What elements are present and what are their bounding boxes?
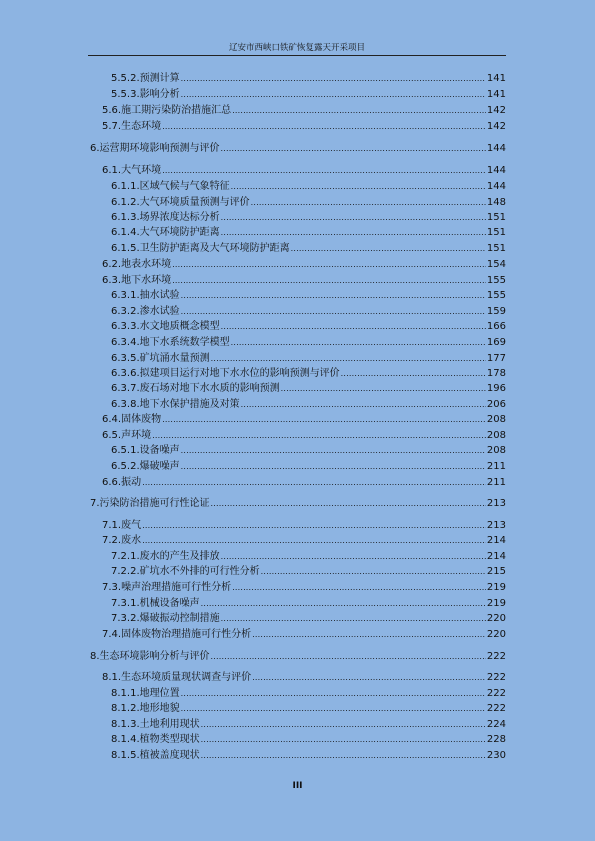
toc-entry[interactable] — [111, 749, 506, 763]
toc-entry[interactable] — [102, 671, 506, 685]
toc-leader-dots — [341, 367, 486, 381]
toc-entry-title: 植被盖度现状 — [139, 750, 200, 761]
toc-leader-dots — [162, 413, 486, 427]
toc-entry-title: 区域气候与气象特征 — [139, 181, 230, 192]
toc-leader-dots — [172, 274, 486, 288]
toc-entry-page: 148 — [486, 197, 506, 208]
toc-entry[interactable] — [111, 88, 506, 102]
toc-entry-page: 208 — [486, 414, 506, 425]
toc-entry-page: 228 — [486, 734, 506, 745]
toc-entry-page: 155 — [486, 275, 506, 286]
toc-entry-title: 影响分析 — [139, 89, 180, 100]
toc-entry-page: 208 — [486, 430, 506, 441]
toc-entry-page: 220 — [486, 629, 506, 640]
toc-entry-title: 卫生防护距离及大气环境防护距离 — [139, 243, 290, 254]
toc-entry-page: 211 — [486, 461, 506, 472]
toc-entry[interactable] — [102, 258, 506, 272]
toc-entry-title: 植物类型现状 — [139, 734, 200, 745]
toc-leader-dots — [181, 289, 486, 303]
toc-entry-number: 6.1.3. — [111, 212, 140, 223]
toc-leader-dots — [241, 398, 486, 412]
toc-leader-dots — [142, 476, 486, 490]
toc-entry-page: 178 — [486, 368, 506, 379]
toc-leader-dots — [221, 226, 486, 240]
toc-entry-number: 6.2. — [102, 259, 122, 270]
toc-entry[interactable] — [111, 211, 506, 225]
toc-entry-page: 230 — [486, 750, 506, 761]
toc-entry-page: 213 — [486, 498, 506, 509]
toc-entry[interactable] — [102, 104, 506, 118]
toc-entry-page: 159 — [486, 306, 506, 317]
toc-entry-number: 5.6. — [102, 105, 122, 116]
toc-entry[interactable] — [111, 196, 506, 210]
toc-entry-title: 大气环境质量预测与评价 — [139, 197, 250, 208]
toc-entry[interactable] — [111, 733, 506, 747]
toc-entry-title: 运营期环境影响预测与评价 — [99, 143, 220, 154]
toc-leader-dots — [281, 382, 486, 396]
toc-entry[interactable] — [111, 718, 506, 732]
toc-entry-title: 声环境 — [121, 430, 152, 441]
toc-entry-number: 7.4. — [102, 629, 122, 640]
toc-entry-title: 废石场对地下水水质的影响预测 — [139, 383, 280, 394]
toc-entry-number: 6.6. — [102, 477, 122, 488]
toc-leader-dots — [221, 612, 486, 626]
toc-entry[interactable] — [102, 534, 506, 548]
toc-entry-page: 155 — [486, 290, 506, 301]
toc-entry[interactable] — [111, 687, 506, 701]
toc-leader-dots — [181, 88, 486, 102]
toc-entry-title: 土地利用现状 — [139, 719, 200, 730]
toc-entry-title: 大气环境防护距离 — [139, 227, 220, 238]
toc-leader-dots — [252, 628, 486, 642]
toc-entry-number: 7.3.1. — [111, 598, 140, 609]
toc-entry-title: 施工期污染防治措施汇总 — [121, 105, 232, 116]
toc-leader-dots — [231, 180, 486, 194]
toc-leader-dots — [181, 72, 486, 86]
toc-leader-dots — [231, 336, 486, 350]
toc-entry-number: 6.5.1. — [111, 445, 140, 456]
toc-entry[interactable] — [111, 460, 506, 474]
toc-entry-number: 7.2.2. — [111, 566, 140, 577]
toc-entry-page: 169 — [486, 337, 506, 348]
toc-entry-title: 矿坑涌水量预测 — [139, 353, 210, 364]
toc-leader-dots — [221, 142, 486, 156]
toc-entry[interactable] — [111, 398, 506, 412]
toc-entry-number: 6.3.2. — [111, 306, 140, 317]
toc-entry-title: 渗水试验 — [139, 306, 180, 317]
toc-entry[interactable] — [90, 650, 506, 664]
toc-entry-page: 144 — [486, 143, 506, 154]
toc-leader-dots — [221, 550, 486, 564]
toc-leader-dots — [181, 305, 486, 319]
toc-entry-title: 抽水试验 — [139, 290, 180, 301]
toc-entry[interactable] — [102, 581, 506, 595]
toc-leader-dots — [221, 320, 486, 334]
toc-entry-number: 6.3.8. — [111, 399, 140, 410]
toc-entry-page: 151 — [486, 243, 506, 254]
toc-entry-page: 219 — [486, 582, 506, 593]
toc-leader-dots — [162, 164, 486, 178]
page-number: III — [292, 781, 303, 791]
toc-entry-title: 污染防治措施可行性论证 — [99, 498, 210, 509]
toc-entry[interactable] — [111, 367, 506, 381]
toc-entry-number: 8.1.5. — [111, 750, 140, 761]
toc-entry[interactable] — [111, 550, 506, 564]
toc-entry-number: 7.1. — [102, 520, 122, 531]
toc-entry-title: 地下水系统数学模型 — [139, 337, 230, 348]
toc-entry-title: 废水 — [121, 535, 142, 546]
toc-leader-dots — [201, 749, 486, 763]
toc-entry-page: 142 — [486, 105, 506, 116]
toc-entry-page: 224 — [486, 719, 506, 730]
toc-entry-number: 6.5. — [102, 430, 122, 441]
toc-entry-number: 7.2. — [102, 535, 122, 546]
toc-entry[interactable] — [102, 476, 506, 490]
toc-entry-number: 6.1.2. — [111, 197, 140, 208]
toc-entry[interactable] — [111, 352, 506, 366]
toc-entry-number: 6.3.5. — [111, 353, 140, 364]
toc-entry-page: 151 — [486, 227, 506, 238]
toc-entry[interactable] — [111, 305, 506, 319]
toc-entry-page: 222 — [486, 651, 506, 662]
toc-entry-page: 219 — [486, 598, 506, 609]
toc-entry-number: 6. — [90, 143, 100, 154]
toc-entry-title: 设备噪声 — [139, 445, 180, 456]
toc-leader-dots — [181, 687, 486, 701]
toc-entry[interactable] — [111, 382, 506, 396]
toc-entry-page: 214 — [486, 535, 506, 546]
toc-entry-number: 8.1.3. — [111, 719, 140, 730]
toc-entry[interactable] — [111, 226, 506, 240]
toc-entry[interactable] — [111, 597, 506, 611]
toc-entry-number: 6.3.1. — [111, 290, 140, 301]
toc-entry-title: 地表水环境 — [121, 259, 172, 270]
toc-leader-dots — [211, 497, 486, 511]
toc-entry-title: 噪声治理措施可行性分析 — [121, 582, 232, 593]
toc-entry-page: 220 — [486, 613, 506, 624]
toc-entry-page: 206 — [486, 399, 506, 410]
toc-entry-title: 矿坑水不外排的可行性分析 — [139, 566, 260, 577]
toc-entry-page: 166 — [486, 321, 506, 332]
toc-leader-dots — [252, 671, 486, 685]
toc-entry-number: 6.3.7. — [111, 383, 140, 394]
toc-entry-page: 222 — [486, 688, 506, 699]
toc-entry-title: 固体废物治理措施可行性分析 — [121, 629, 252, 640]
toc-entry-title: 地下水环境 — [121, 275, 172, 286]
toc-entry-number: 8.1.1. — [111, 688, 140, 699]
toc-entry[interactable] — [102, 429, 506, 443]
toc-entry[interactable] — [111, 289, 506, 303]
toc-leader-dots — [251, 196, 486, 210]
toc-entry[interactable] — [111, 242, 506, 256]
toc-entry[interactable] — [111, 72, 506, 86]
toc-entry-number: 6.3.6. — [111, 368, 140, 379]
toc-entry-title: 爆破振动控制措施 — [139, 613, 220, 624]
toc-entry-title: 废气 — [121, 520, 142, 531]
toc-entry-page: 213 — [486, 520, 506, 531]
toc-entry-title: 地下水保护措施及对策 — [139, 399, 240, 410]
toc-entry-page: 215 — [486, 566, 506, 577]
toc-entry-number: 6.1. — [102, 165, 122, 176]
toc-leader-dots — [142, 519, 486, 533]
toc-entry[interactable] — [111, 612, 506, 626]
toc-entry[interactable] — [111, 565, 506, 579]
toc-entry[interactable] — [90, 497, 506, 511]
toc-leader-dots — [211, 352, 486, 366]
toc-entry-page: 208 — [486, 445, 506, 456]
toc-leader-dots — [221, 211, 486, 225]
toc-leader-dots — [181, 444, 486, 458]
toc-leader-dots — [232, 104, 486, 118]
toc-entry-number: 6.3.3. — [111, 321, 140, 332]
toc-entry-title: 预测计算 — [139, 73, 180, 84]
toc-entry-title: 大气环境 — [121, 165, 162, 176]
toc-entry-page: 144 — [486, 165, 506, 176]
toc-entry-number: 7.2.1. — [111, 551, 140, 562]
toc-entry-title: 水文地质概念模型 — [139, 321, 220, 332]
toc-entry[interactable] — [111, 336, 506, 350]
toc-entry-number: 7. — [90, 498, 100, 509]
toc-entry-page: 222 — [486, 703, 506, 714]
toc-leader-dots — [181, 460, 486, 474]
toc-leader-dots — [142, 534, 486, 548]
toc-entry-number: 7.3.2. — [111, 613, 140, 624]
toc-leader-dots — [152, 429, 486, 443]
toc-entry[interactable] — [102, 274, 506, 288]
toc-entry[interactable] — [111, 180, 506, 194]
page-header: 辽安市西峡口铁矿恢复露天开采项目 — [228, 43, 365, 53]
toc-leader-dots — [201, 597, 486, 611]
toc-entry[interactable] — [102, 120, 506, 134]
toc-entry-title: 机械设备噪声 — [139, 598, 200, 609]
toc-entry-page: 177 — [486, 353, 506, 364]
toc-entry-title: 地理位置 — [139, 688, 180, 699]
toc-entry-title: 固体废物 — [121, 414, 162, 425]
toc-entry-number: 5.5.2. — [111, 73, 140, 84]
toc-entry-title: 场界浓度达标分析 — [139, 212, 220, 223]
toc-entry-page: 211 — [486, 477, 506, 488]
toc-entry-number: 6.3. — [102, 275, 122, 286]
toc-entry-number: 6.1.1. — [111, 181, 140, 192]
toc-entry-title: 生态环境影响分析与评价 — [99, 651, 210, 662]
toc-entry-title: 爆破噪声 — [139, 461, 180, 472]
toc-entry-page: 154 — [486, 259, 506, 270]
toc-entry[interactable] — [111, 702, 506, 716]
toc-leader-dots — [201, 718, 486, 732]
toc-entry-title: 生态环境质量现状调查与评价 — [121, 672, 252, 683]
toc-entry-number: 8.1.2. — [111, 703, 140, 714]
toc-entry[interactable] — [102, 519, 506, 533]
toc-entry-number: 8.1.4. — [111, 734, 140, 745]
toc-entry-title: 振动 — [121, 477, 142, 488]
toc-entry-number: 7.3. — [102, 582, 122, 593]
toc-entry-number: 6.1.5. — [111, 243, 140, 254]
toc-leader-dots — [181, 702, 486, 716]
toc-entry-number: 8.1. — [102, 672, 122, 683]
toc-leader-dots — [201, 733, 486, 747]
toc-entry-number: 8. — [90, 651, 100, 662]
toc-leader-dots — [261, 565, 486, 579]
toc-entry-number: 6.5.2. — [111, 461, 140, 472]
toc-entry-page: 222 — [486, 672, 506, 683]
toc-entry-page: 142 — [486, 121, 506, 132]
toc-entry-title: 拟建项目运行对地下水水位的影响预测与评价 — [139, 368, 340, 379]
toc-entry[interactable] — [102, 413, 506, 427]
toc-leader-dots — [232, 581, 486, 595]
toc-entry-page: 141 — [486, 73, 506, 84]
toc-entry-page: 196 — [486, 383, 506, 394]
toc-entry[interactable] — [90, 142, 506, 156]
toc-entry-number: 5.7. — [102, 121, 122, 132]
toc-entry[interactable] — [111, 320, 506, 334]
toc-entry-title: 生态环境 — [121, 121, 162, 132]
toc-entry-number: 5.5.3. — [111, 89, 140, 100]
toc-entry-page: 214 — [486, 551, 506, 562]
toc-entry[interactable] — [102, 164, 506, 178]
toc-leader-dots — [291, 242, 486, 256]
toc-entry-title: 废水的产生及排放 — [139, 551, 220, 562]
toc-entry-number: 6.3.4. — [111, 337, 140, 348]
toc-entry-number: 6.4. — [102, 414, 122, 425]
toc-entry[interactable] — [111, 444, 506, 458]
toc-leader-dots — [162, 120, 486, 134]
toc-entry-page: 151 — [486, 212, 506, 223]
toc-entry-page: 141 — [486, 89, 506, 100]
toc-entry-number: 6.1.4. — [111, 227, 140, 238]
toc-entry-page: 144 — [486, 181, 506, 192]
toc-entry[interactable] — [102, 628, 506, 642]
toc-entry-title: 地形地貌 — [139, 703, 180, 714]
toc-leader-dots — [211, 650, 486, 664]
toc-leader-dots — [172, 258, 486, 272]
